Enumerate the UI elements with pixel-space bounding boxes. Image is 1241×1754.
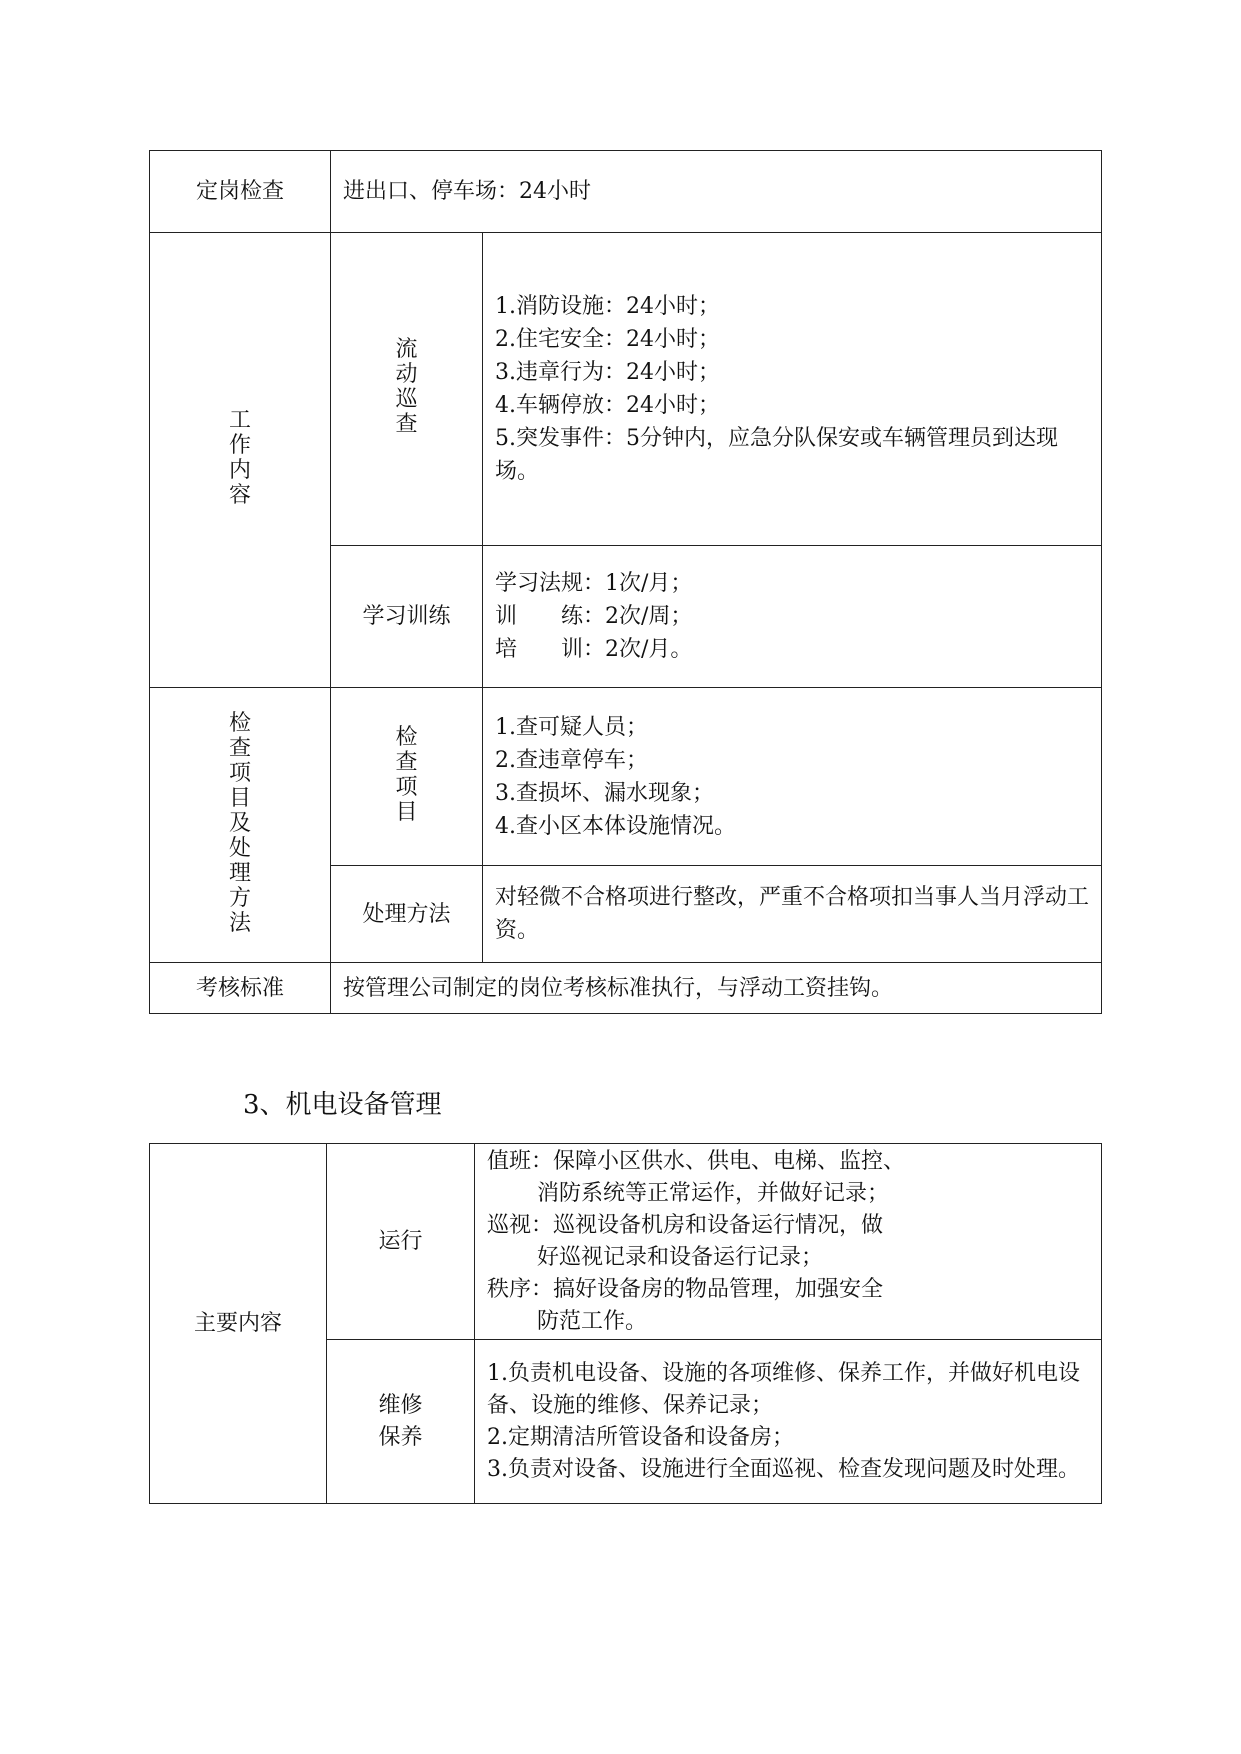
training-label: 学习训练: [331, 546, 483, 688]
list-item: 4.车辆停放：24小时；: [495, 393, 720, 418]
operation-items: [475, 1144, 1102, 1340]
list-item: 好巡视记录和设备运行记录；: [537, 1244, 824, 1270]
inspection-items-label: 检查项目: [395, 724, 418, 825]
list-item: 巡视：巡视设备机房和设备运行情况，做: [487, 1212, 884, 1238]
list-item: 2.定期清洁所管设备和设备房；: [487, 1424, 794, 1450]
maintenance-label-line: 维修: [378, 1392, 423, 1418]
patrol-label: 流动巡查: [395, 337, 418, 437]
handling-value: 对轻微不合格项进行整改，严重不合格项扣当事人当月浮动工资。: [483, 866, 1102, 963]
list-item: 值班：保障小区供水、供电、电梯、监控、: [487, 1148, 906, 1174]
work-content-label-cell: [150, 233, 331, 688]
security-duty-table: [149, 150, 1102, 1014]
list-item: 消防系统等正常运作，并做好记录；: [537, 1180, 890, 1206]
list-item: 培 训：2次/月。: [495, 637, 693, 662]
list-item: 秩序：搞好设备房的物品管理，加强安全: [487, 1276, 884, 1302]
list-item: 1.负责机电设备、设施的各项维修、保养工作，并做好机电设备、设施的维修、保养记录；: [487, 1360, 1080, 1418]
assessment-value: 按管理公司制定的岗位考核标准执行，与浮动工资挂钩。: [331, 963, 1102, 1014]
handling-label: 处理方法: [331, 866, 483, 963]
patrol-label-cell: [331, 233, 483, 546]
training-items: [483, 546, 1102, 688]
inspection-items: [483, 688, 1102, 866]
maintenance-items: [475, 1340, 1102, 1504]
inspection-label: 检查项目及处理方法: [228, 710, 251, 936]
list-item: 3.查损坏、漏水现象；: [495, 780, 714, 806]
main-content-label: 主要内容: [150, 1144, 327, 1504]
list-item: 3.负责对设备、设施进行全面巡视、检查发现问题及时处理。: [487, 1456, 1080, 1482]
equipment-management-table: [149, 1143, 1102, 1504]
list-item: 防范工作。: [537, 1308, 648, 1334]
inspection-items-label-cell: [331, 688, 483, 866]
list-item: 4.查小区本体设施情况。: [495, 813, 736, 839]
maintenance-label-line: 保养: [378, 1424, 423, 1450]
list-item: 5.突发事件：5分钟内，应急分队保安或车辆管理员到达现场。: [495, 426, 1058, 484]
list-item: 2.查违章停车；: [495, 747, 648, 773]
fixed-post-value: 进出口、停车场：24小时: [331, 151, 1102, 233]
list-item: 学习法规：1次/月；: [495, 571, 693, 596]
fixed-post-label: 定岗检查: [150, 151, 331, 233]
patrol-items: [483, 233, 1102, 546]
inspection-label-cell: [150, 688, 331, 963]
section-heading: 3、机电设备管理: [243, 1090, 442, 1120]
work-content-label: 工作内容: [228, 408, 251, 508]
maintenance-label: [327, 1340, 475, 1504]
list-item: 3.违章行为：24小时；: [495, 360, 720, 385]
list-item: 训 练：2次/周；: [495, 604, 693, 629]
assessment-label: 考核标准: [150, 963, 331, 1014]
list-item: 1.消防设施：24小时；: [495, 294, 720, 319]
list-item: 1.查可疑人员；: [495, 714, 648, 740]
list-item: 2.住宅安全：24小时；: [495, 327, 720, 352]
operation-label: 运行: [327, 1144, 475, 1340]
